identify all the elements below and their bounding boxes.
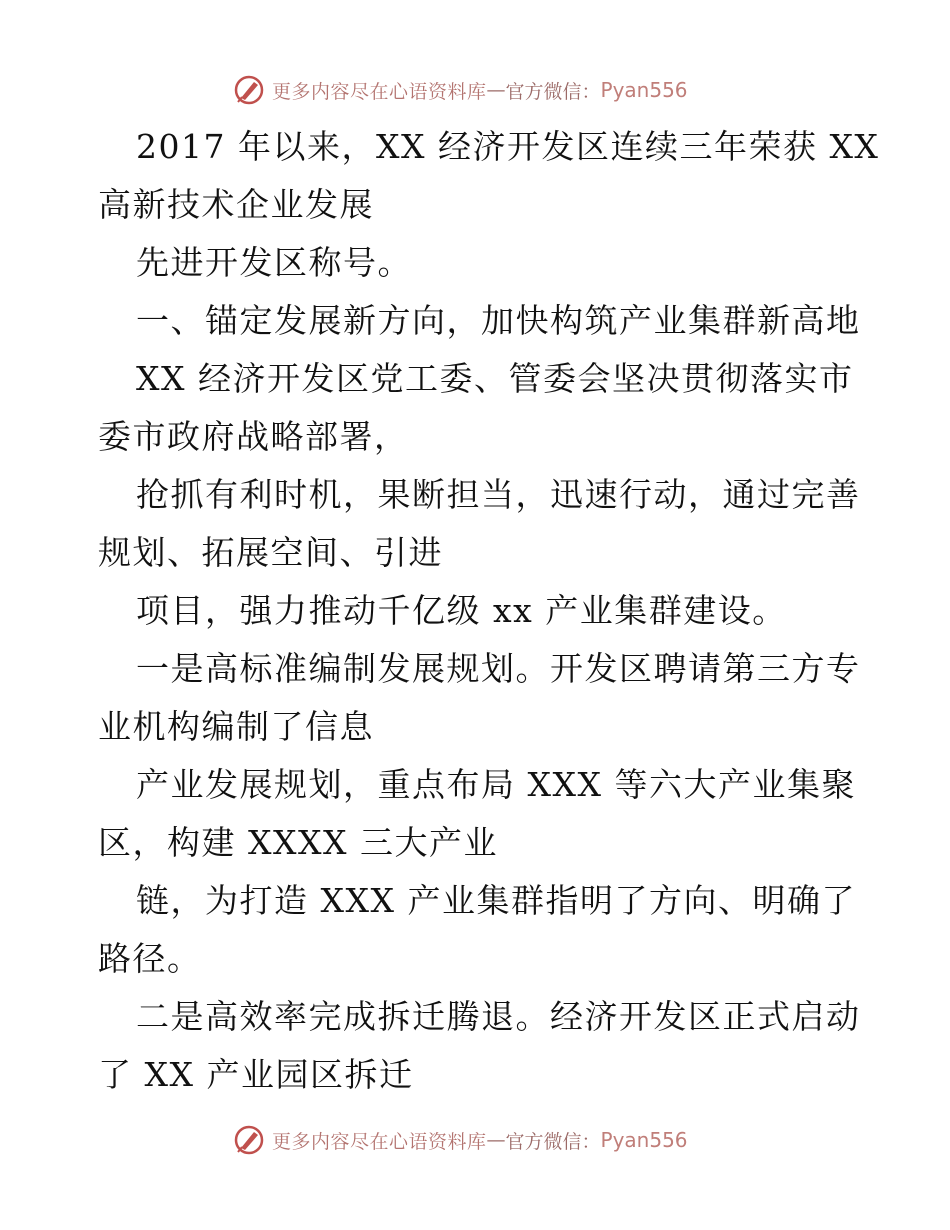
paragraph-line: 产业发展规划，重点布局 XXX 等六大产业集聚 bbox=[136, 765, 856, 804]
paragraph bbox=[98, 466, 861, 582]
paragraph-line: XX 经济开发区党工委、管委会坚决贯彻落实市 bbox=[136, 359, 854, 398]
paragraph bbox=[98, 872, 858, 988]
paragraph bbox=[98, 118, 880, 234]
paragraph-line: 抢抓有利时机，果断担当，迅速行动，通过完善 bbox=[136, 475, 861, 514]
banner-sub-text: 官方微信： bbox=[505, 80, 601, 103]
paragraph-line: 委市政府战略部署， bbox=[98, 417, 409, 456]
paragraph bbox=[98, 756, 858, 872]
quill-pen-icon bbox=[232, 73, 266, 107]
paragraph-line: 二是高效率完成拆迁腾退。经济开发区正式启动 bbox=[136, 997, 861, 1036]
paragraph bbox=[98, 350, 858, 466]
paragraph-line: 一、锚定发展新方向，加快构筑产业集群新高地 bbox=[136, 301, 861, 340]
paragraph bbox=[98, 640, 861, 756]
footer-watermark-banner bbox=[232, 1120, 752, 1160]
paragraph-line: 区，构建 XXXX 三大产业 bbox=[98, 823, 498, 862]
paragraph-line: 链，为打造 XXX 产业集群指明了方向、明确了 bbox=[136, 881, 856, 920]
banner-separator: — bbox=[486, 79, 506, 101]
paragraph-line: 高新技术企业发展 bbox=[98, 185, 374, 224]
paragraph bbox=[98, 234, 858, 292]
banner-sub-text: 官方微信： bbox=[505, 1130, 601, 1153]
header-watermark-banner bbox=[232, 70, 752, 110]
banner-wechat-id: Pyan556 bbox=[600, 78, 688, 102]
paragraph-line: 业机构编制了信息 bbox=[98, 707, 374, 746]
section-heading bbox=[98, 292, 861, 350]
paragraph-line: 项目，强力推动千亿级 xx 产业集群建设。 bbox=[136, 591, 787, 630]
document-body bbox=[98, 118, 880, 1104]
paragraph-line: 2017 年以来，XX 经济开发区连续三年荣获 XX bbox=[136, 127, 880, 166]
banner-main-text: 更多内容尽在心语资料库 bbox=[272, 80, 487, 103]
paragraph-line: 先进开发区称号。 bbox=[136, 243, 412, 282]
paragraph bbox=[98, 988, 861, 1104]
paragraph-line: 了 XX 产业园区拆迁 bbox=[98, 1055, 414, 1094]
banner-main-text: 更多内容尽在心语资料库 bbox=[272, 1130, 487, 1153]
banner-separator: — bbox=[486, 1129, 506, 1151]
paragraph-line: 规划、拓展空间、引进 bbox=[98, 533, 443, 572]
paragraph bbox=[98, 582, 858, 640]
paragraph-line: 一是高标准编制发展规划。开发区聘请第三方专 bbox=[136, 649, 861, 688]
banner-wechat-id: Pyan556 bbox=[600, 1128, 688, 1152]
paragraph-line: 路径。 bbox=[98, 939, 202, 978]
quill-pen-icon bbox=[232, 1123, 266, 1157]
